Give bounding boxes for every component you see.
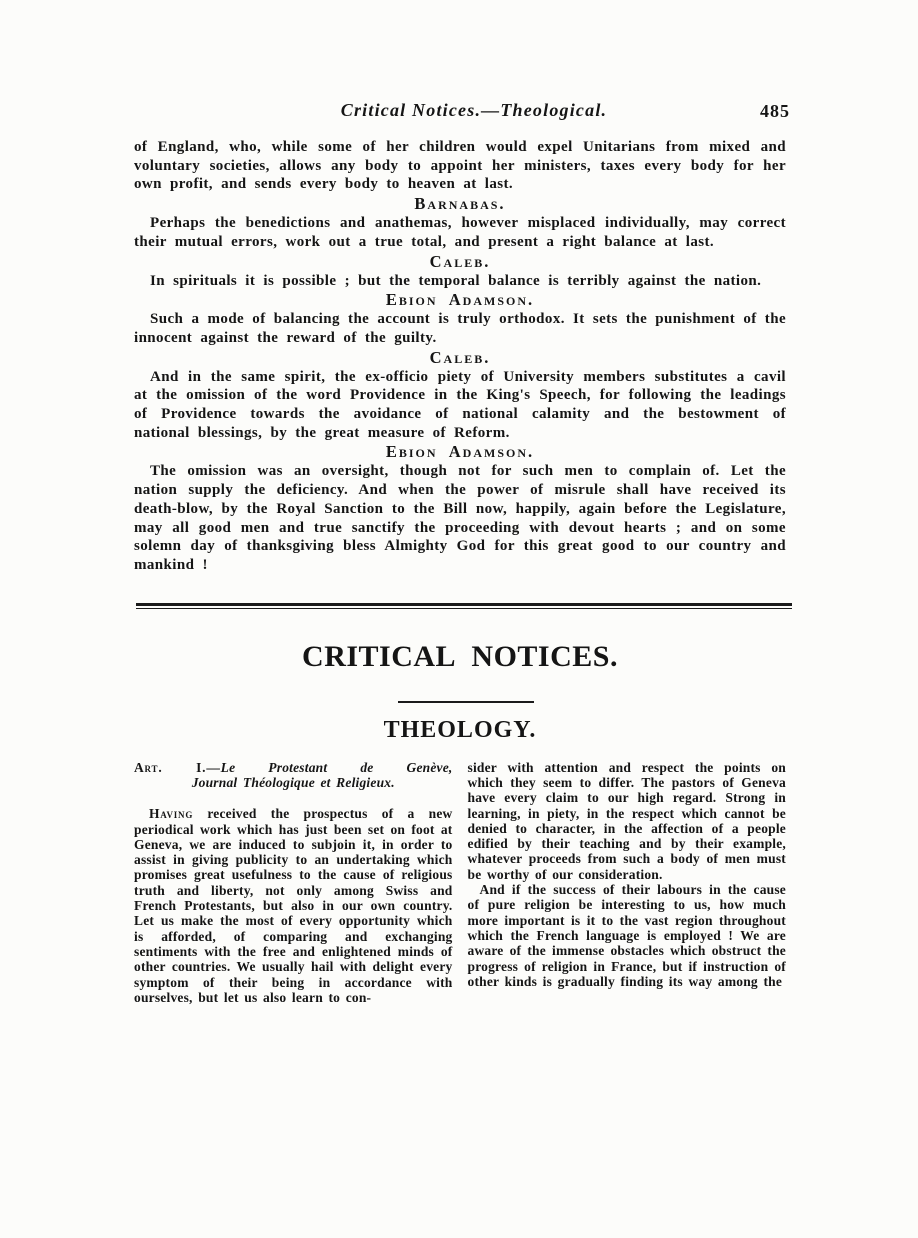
running-header bbox=[134, 100, 790, 124]
paragraph-caleb-1: In spirituals it is possible ; but the temporal balance is terribly against the nation. bbox=[150, 272, 762, 289]
right-column-paragraph-2: And if the success of their labours in the cause of pure religion be interesting to us, how much more important is it to the vast region throughout which the French language is employed ! We are aware of the immense obstacles which obstruct the progress of religion in France, but if instruction of other kinds is gradually finding its way among the bbox=[467, 882, 786, 989]
paragraph-ebion-1: Such a mode of balancing the account is truly orthodox. It sets the punishment of the innocent against the reward of the guilty. bbox=[134, 311, 786, 346]
page-content bbox=[134, 0, 790, 1005]
article-heading-line2: Journal Théologique et Religieux. bbox=[191, 774, 395, 790]
section-divider-rule bbox=[136, 603, 792, 609]
paragraph-ebion-2: The omission was an oversight, though not for such men to complain of. Let the nation supply the deficiency. And when the power of misrule shall have received its death-blow, by the Royal Sanction to the Bill now, happily, again before the Legislature, may all good men and true sanctify the proceeding with devout hearts ; and on some solemn day of thanksgiving bless Almighty God for this great good to our country and mankind ! bbox=[134, 463, 786, 573]
article-number-label: Art. I.— bbox=[134, 759, 221, 775]
subsection-title: THEOLOGY. bbox=[383, 716, 537, 743]
speaker-heading-caleb-1: Caleb. bbox=[429, 251, 491, 271]
dialogue-section bbox=[134, 138, 786, 575]
speaker-heading-ebion-2: Ebion Adamson. bbox=[385, 442, 535, 462]
running-header-title: Critical Notices.—Theological. bbox=[340, 100, 608, 120]
speaker-heading-barnabas: Barnabas. bbox=[414, 194, 506, 214]
right-column-paragraph-1: sider with attention and respect the points on which they seem to differ. The pastors of Geneva have every claim to our high regard. Strong in learning, in piety, in the respect which cannot be denied to character, in the affection of a people edified by their teaching and by their example, whatever proceeds from such a body of men must be worthy of our consideration. bbox=[467, 759, 786, 882]
article-columns bbox=[134, 760, 786, 1005]
speaker-heading-caleb-2: Caleb. bbox=[429, 347, 491, 367]
article-title-part1: Le Protestant de Genève, bbox=[220, 759, 453, 775]
paragraph-intro: of England, who, while some of her children would expel Unitarians from mixed and voluntary societies, allows any body to appoint her ministers, taxes every body for her own profit, and sends every body to heaven at last. bbox=[134, 139, 786, 193]
article-heading-line1 bbox=[134, 760, 453, 775]
speaker-heading-ebion-1: Ebion Adamson. bbox=[385, 290, 535, 310]
left-column bbox=[134, 760, 453, 1005]
left-column-paragraph bbox=[134, 806, 453, 1005]
page-number: 485 bbox=[760, 101, 790, 121]
title-underline-rule bbox=[398, 701, 534, 703]
paragraph-barnabas: Perhaps the benedictions and anathemas, however misplaced individually, may correct their mutual errors, work out a true total, and present a right balance at last. bbox=[134, 215, 786, 250]
paragraph-lead-rest: received the prospectus of a new periodical work which has just been set on foot at Geneva, we are induced to subjoin it, in order to assist in giving publicity to an undertaking which promises great usefulness to the cause of religious truth and liberty, not only among Swiss and French Protestants, but also in our own country. Let us make the most of every opportunity which is afforded, of comparing and exchanging sentiments with the free and enlightened minds of other countries. We usually hail with delight every symptom of their being in accordance with ourselves, but let us also learn to con- bbox=[134, 806, 453, 1005]
paragraph-caleb-2: And in the same spirit, the ex-officio piety of University members substitutes a cavil at the omission of the word Providence in the King's Speech, for following the leadings of Providence towards the avoidance of national calamity and the bestowment of national blessings, by the great measure of Reform. bbox=[134, 368, 786, 441]
section-title: CRITICAL NOTICES. bbox=[302, 639, 618, 673]
right-column bbox=[468, 760, 787, 1005]
paragraph-lead-word: Having bbox=[149, 806, 194, 822]
